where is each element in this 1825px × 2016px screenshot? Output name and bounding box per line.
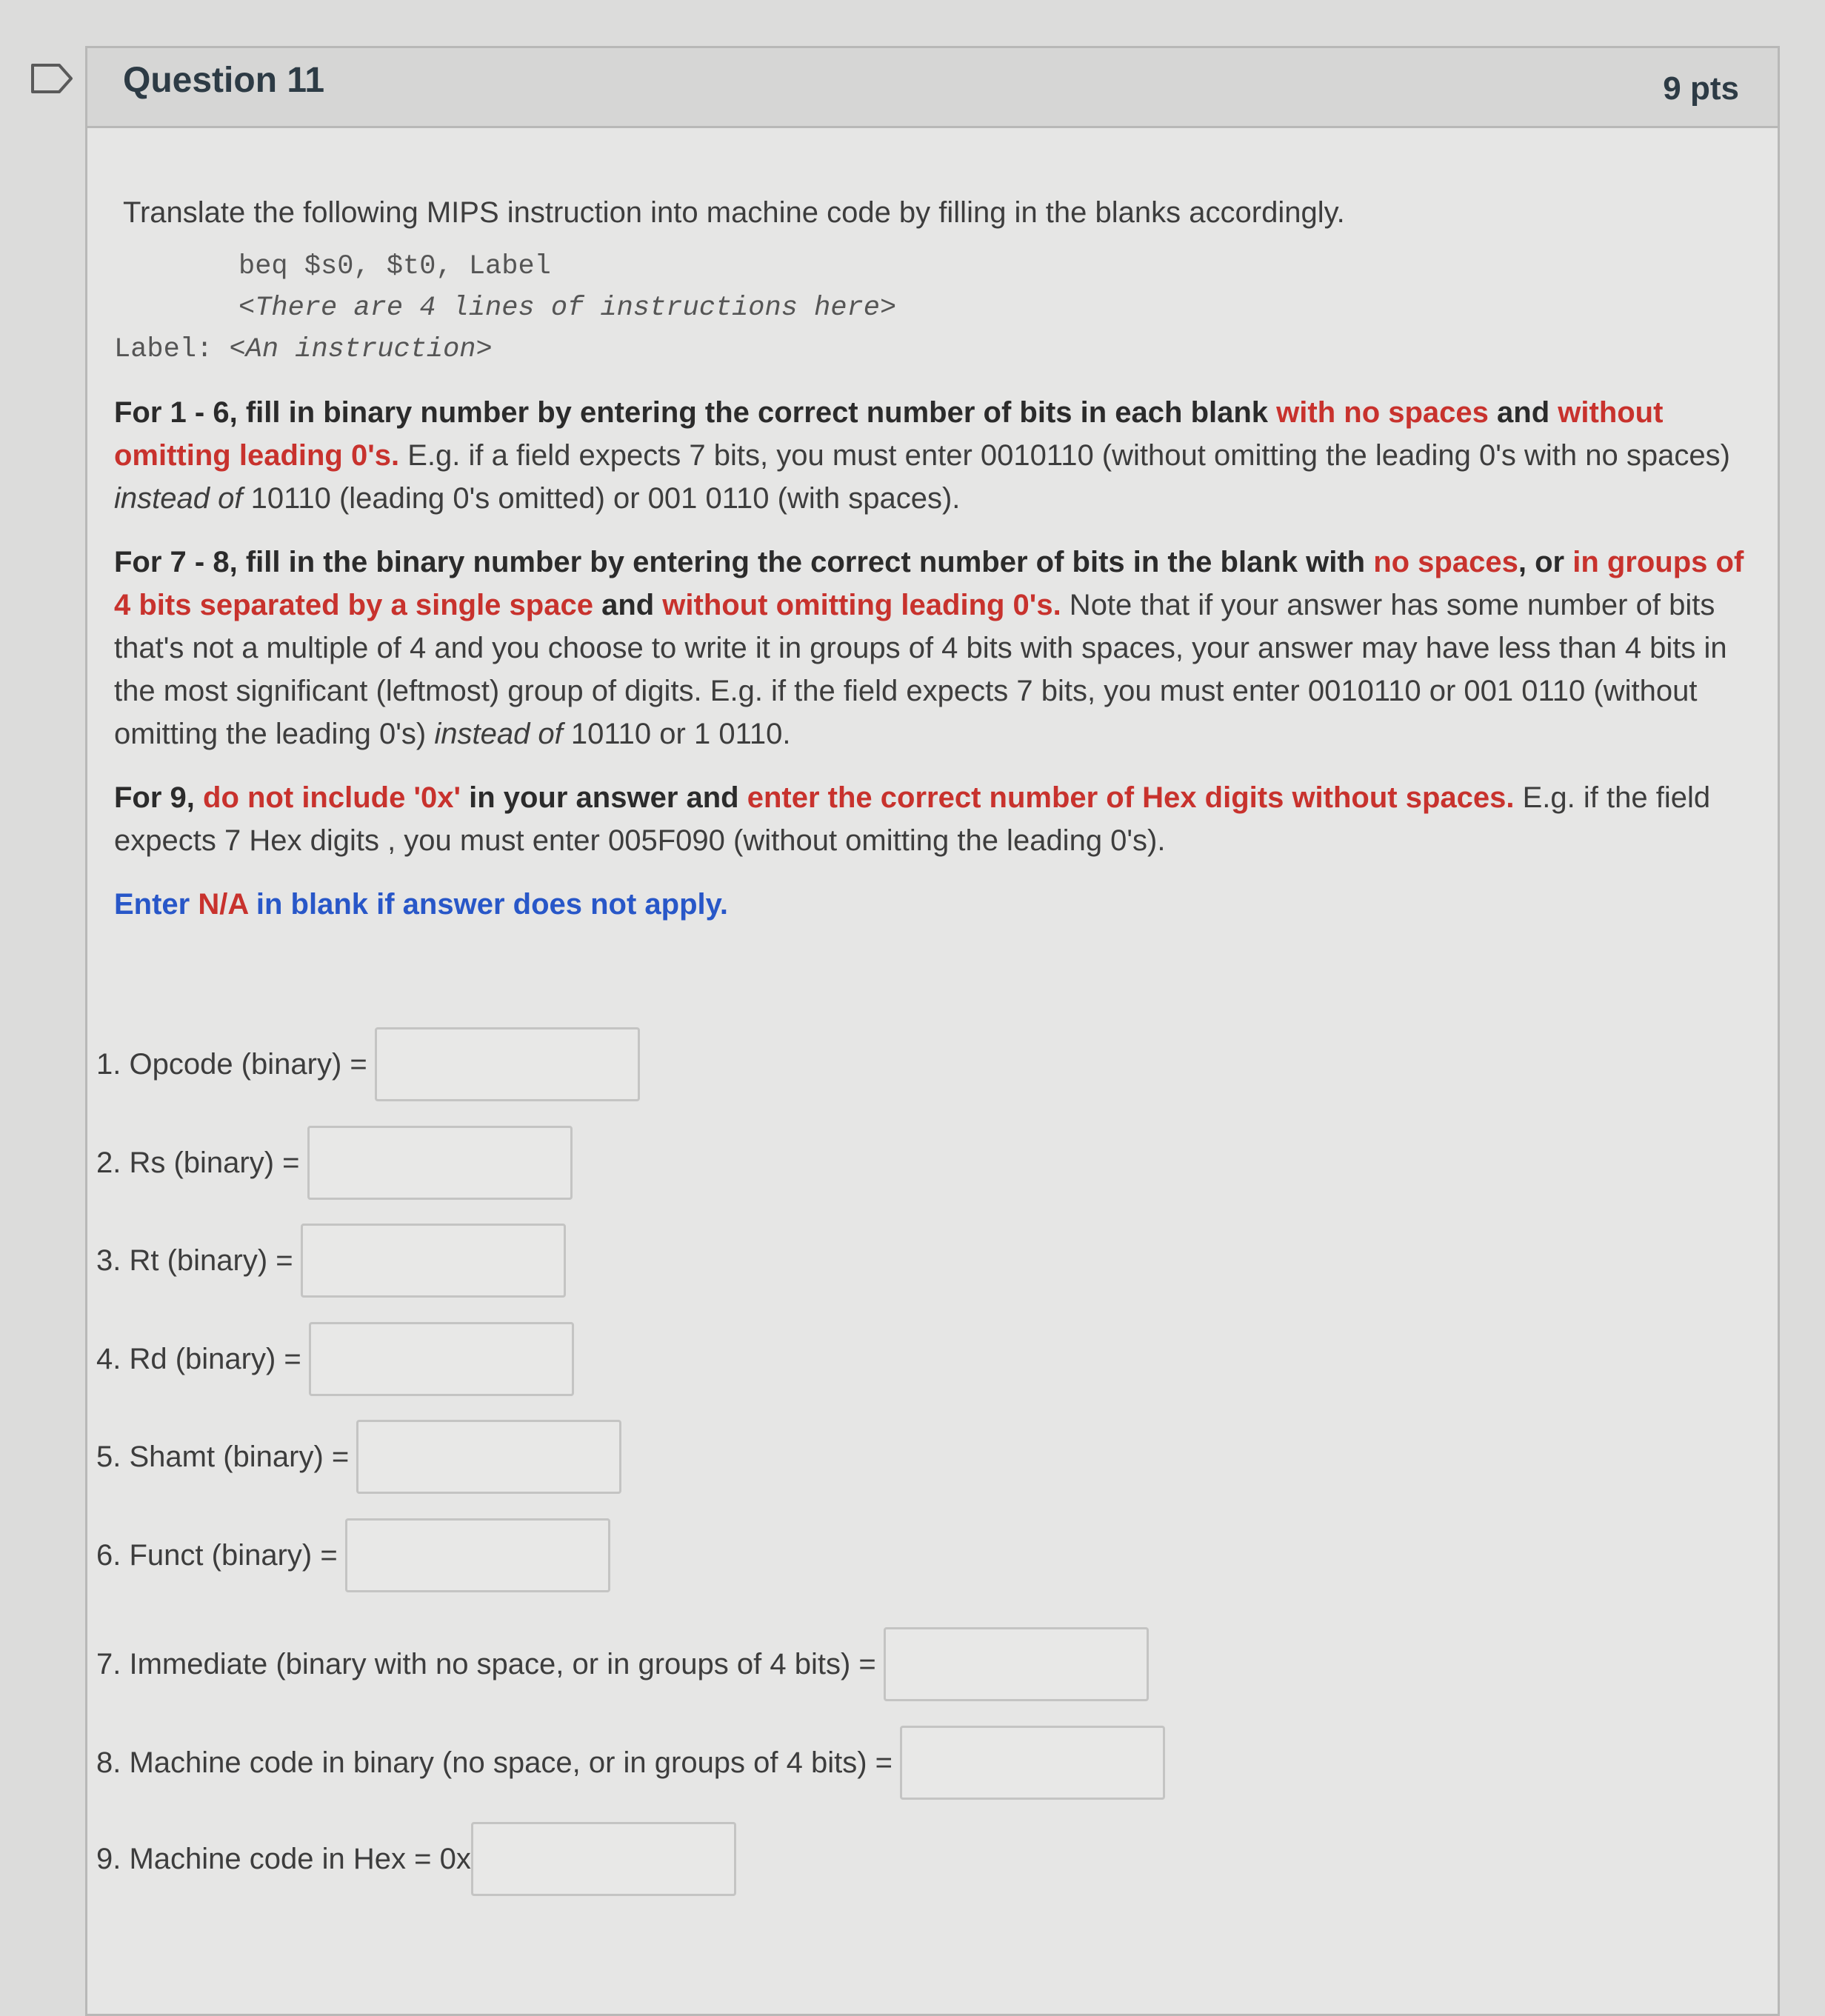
machine-hex-label: 9. Machine code in Hex = 0x xyxy=(96,1842,471,1875)
flag-question-icon[interactable] xyxy=(30,62,74,95)
p3-s4: enter the correct number of Hex digits without spaces. xyxy=(747,781,1515,814)
question-body xyxy=(114,196,1758,926)
rt-input[interactable] xyxy=(301,1224,566,1298)
question-header xyxy=(87,48,1778,128)
field-rt xyxy=(96,1224,566,1298)
p1-s3: and xyxy=(1488,396,1558,429)
code-block xyxy=(114,246,1758,370)
machine-binary-label: 8. Machine code in binary (no space, or in groups of 4 bits) = xyxy=(96,1746,893,1779)
p4-s2: N/A xyxy=(198,888,248,921)
question-title: Question 11 xyxy=(123,61,325,100)
p1-s6: instead of xyxy=(114,482,243,515)
p3-s2: do not include '0x' xyxy=(203,781,461,814)
p2-s3: , or xyxy=(1518,546,1573,578)
rd-label: 4. Rd (binary) = xyxy=(96,1342,301,1375)
shamt-input[interactable] xyxy=(356,1420,621,1494)
field-machine-hex xyxy=(96,1822,736,1896)
rt-label: 3. Rt (binary) = xyxy=(96,1244,293,1277)
field-machine-binary xyxy=(96,1726,1165,1800)
field-opcode xyxy=(96,1027,640,1101)
field-immediate xyxy=(96,1627,1149,1701)
rs-input[interactable] xyxy=(307,1126,573,1200)
code-line-3 xyxy=(114,329,1758,370)
p2-s5: and xyxy=(593,589,663,621)
p2-s2: no spaces xyxy=(1373,546,1518,578)
p4-s3: in blank if answer does not apply. xyxy=(247,888,729,921)
instruction-para-1 xyxy=(114,391,1758,520)
field-rs xyxy=(96,1126,573,1200)
code-line-1: beq $s0, $t0, Label xyxy=(238,251,551,282)
instruction-para-4 xyxy=(114,883,1758,926)
p1-s1: For 1 - 6, fill in binary number by entering the correct number of bits in each blank xyxy=(114,396,1277,429)
opcode-label: 1. Opcode (binary) = xyxy=(96,1047,367,1081)
p3-s3: in your answer and xyxy=(460,781,747,814)
shamt-label: 5. Shamt (binary) = xyxy=(96,1440,350,1473)
field-rd xyxy=(96,1322,574,1396)
instruction-para-2 xyxy=(114,541,1758,755)
machine-hex-input[interactable] xyxy=(471,1822,736,1896)
funct-label: 6. Funct (binary) = xyxy=(96,1538,338,1572)
opcode-input[interactable] xyxy=(375,1027,640,1101)
rd-input[interactable] xyxy=(309,1322,574,1396)
p4-s1: Enter xyxy=(114,888,198,921)
code-label: Label: xyxy=(114,334,213,365)
p1-s2: with no spaces xyxy=(1276,396,1489,429)
field-funct xyxy=(96,1518,610,1592)
p2-s4: in groups of 4 bits separated by a single space xyxy=(114,546,1744,621)
code-line-2: <There are 4 lines of instructions here> xyxy=(238,293,897,324)
machine-binary-input[interactable] xyxy=(900,1726,1165,1800)
field-shamt xyxy=(96,1420,621,1494)
p2-s1: For 7 - 8, fill in the binary number by entering the correct number of bits in the blank with xyxy=(114,546,1374,578)
p1-s5: E.g. if a field expects 7 bits, you must enter 0010110 (without omitting the leading 0's with no spaces) xyxy=(399,439,1730,472)
p3-s1: For 9, xyxy=(114,781,204,814)
rs-label: 2. Rs (binary) = xyxy=(96,1146,300,1179)
p2-s8: instead of xyxy=(434,718,563,750)
p2-s9: 10110 or 1 0110. xyxy=(562,718,791,750)
question-card xyxy=(85,46,1780,2016)
instruction-para-3 xyxy=(114,776,1758,862)
p2-s6: without omitting leading 0's. xyxy=(662,589,1061,621)
p2-s7: Note that if your answer has some number of bits that's not a multiple of 4 and you choose to write it in groups of 4 bits with spaces, your answer may have less than 4 bits in the most significant (leftmost) group of digits. E.g. if the field expects 7 bits, you must enter 0010110 or 001 0110 (without omitting the leading 0's) xyxy=(114,589,1727,750)
question-points: 9 pts xyxy=(1663,70,1739,107)
funct-input[interactable] xyxy=(345,1518,610,1592)
immediate-input[interactable] xyxy=(884,1627,1149,1701)
code-label-instruction: <An instruction> xyxy=(229,334,493,365)
intro-text: Translate the following MIPS instruction into machine code by filling in the blanks accordingly. xyxy=(123,196,1345,229)
p3-s5: E.g. if the field expects 7 Hex digits , you must enter 005F090 (without omitting the leading 0's). xyxy=(114,781,1711,857)
p1-s4: without omitting leading 0's. xyxy=(114,396,1664,472)
immediate-label: 7. Immediate (binary with no space, or in groups of 4 bits) = xyxy=(96,1647,876,1680)
p1-s7: 10110 (leading 0's omitted) or 001 0110 (with spaces). xyxy=(242,482,961,515)
